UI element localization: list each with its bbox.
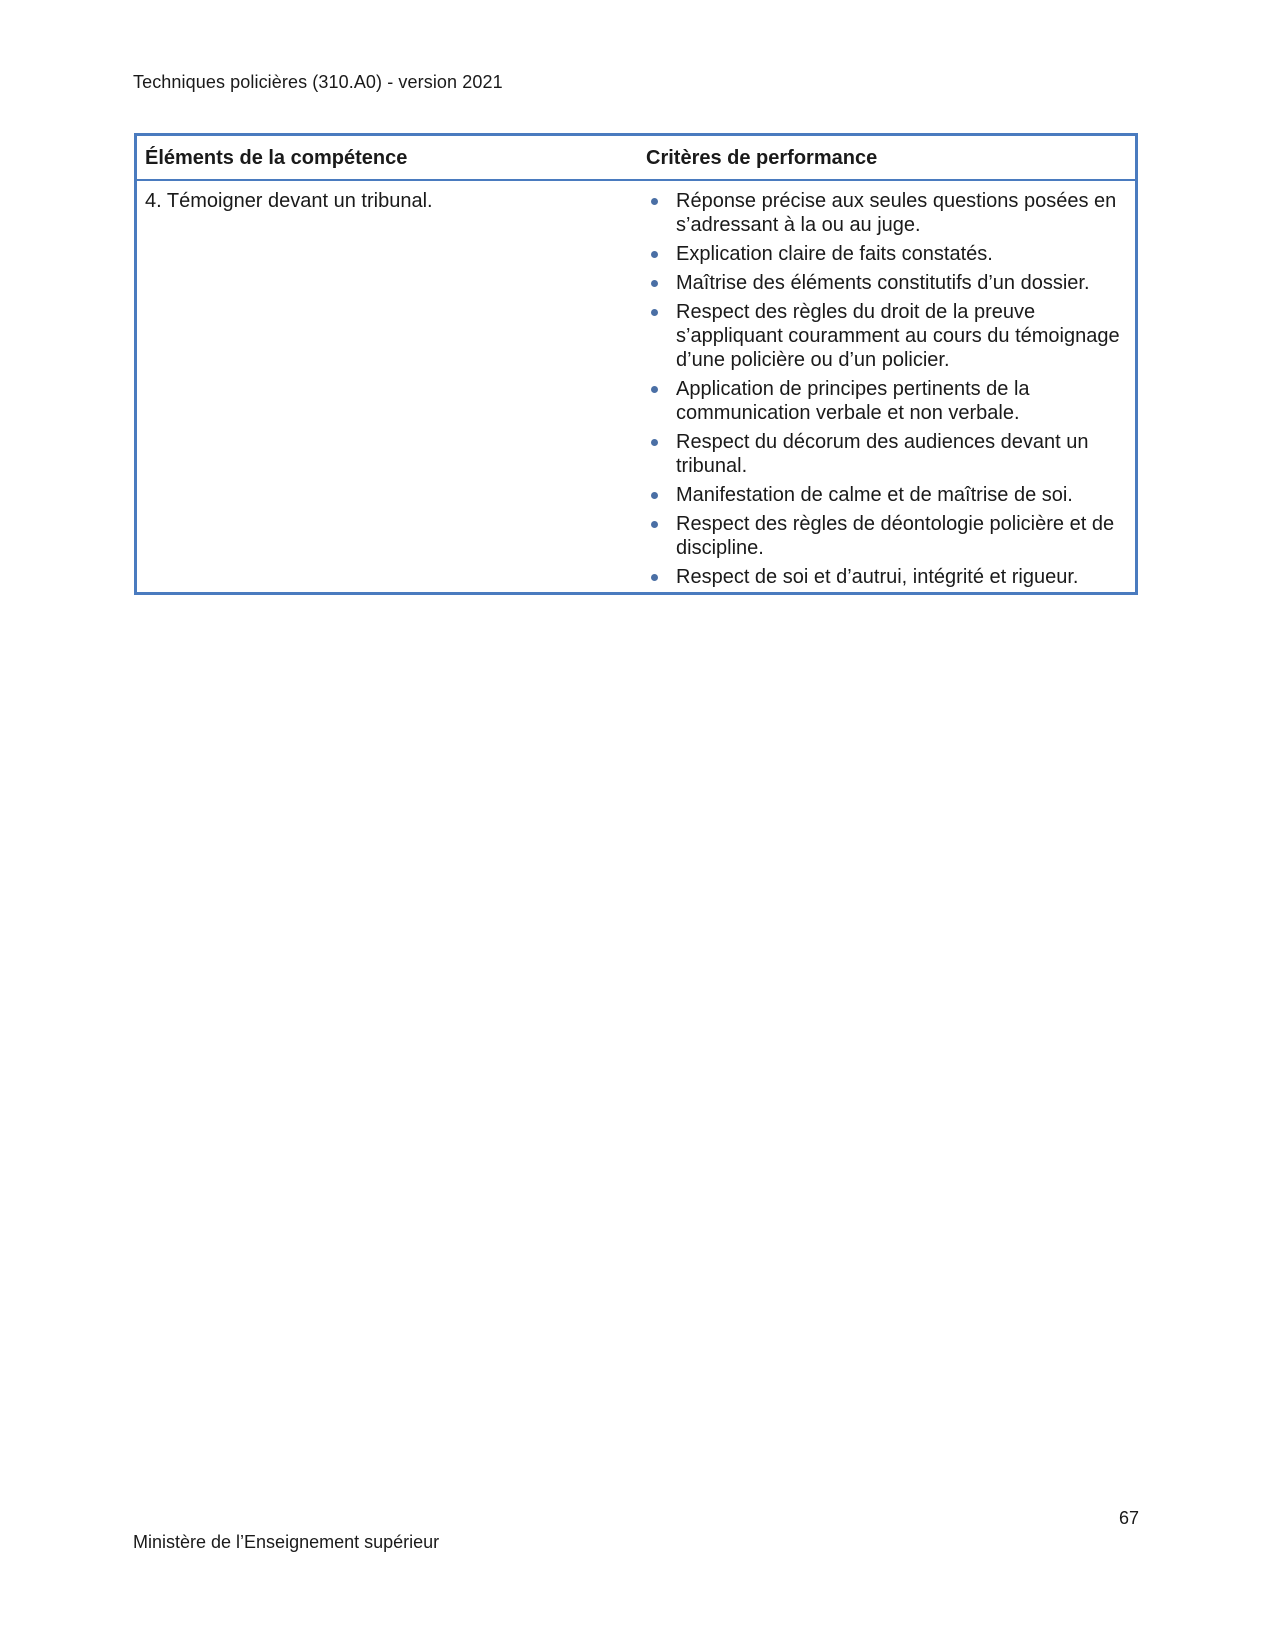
criteria-text: Respect des règles de déontologie policière et de discipline. <box>676 513 1115 559</box>
criteria-item <box>646 271 1127 295</box>
bullet-icon <box>651 251 658 258</box>
bullet-icon <box>651 386 658 393</box>
criteria-item <box>646 377 1127 425</box>
criteria-text: Explication claire de faits constatés. <box>676 243 993 265</box>
bullet-icon <box>651 309 658 316</box>
criteria-item <box>646 300 1127 372</box>
criteria-column-header: Critères de performance <box>638 135 1137 181</box>
bullet-icon <box>651 280 658 287</box>
criteria-cell <box>638 180 1137 594</box>
criteria-text: Application de principes pertinents de la communication verbale et non verbale. <box>676 378 1030 424</box>
element-text: 4. Témoigner devant un tribunal. <box>145 190 433 212</box>
table-row <box>136 180 1137 594</box>
criteria-text: Maîtrise des éléments constitutifs d’un dossier. <box>676 272 1090 294</box>
elements-column-header: Éléments de la compétence <box>136 135 639 181</box>
element-cell <box>136 180 639 594</box>
criteria-item <box>646 565 1127 589</box>
criteria-text: Respect du décorum des audiences devant un tribunal. <box>676 431 1089 477</box>
criteria-list <box>646 189 1127 589</box>
criteria-item <box>646 189 1127 237</box>
criteria-item <box>646 483 1127 507</box>
criteria-text: Respect des règles du droit de la preuve s’appliquant couramment au cours du témoignage d’une policière ou d’un policier. <box>676 301 1120 371</box>
criteria-item <box>646 430 1127 478</box>
bullet-icon <box>651 521 658 528</box>
document-header: Techniques policières (310.A0) - version 2021 <box>133 72 503 92</box>
table-header-row <box>136 135 1137 181</box>
bullet-icon <box>651 574 658 581</box>
criteria-text: Respect de soi et d’autrui, intégrité et rigueur. <box>676 566 1079 588</box>
bullet-icon <box>651 439 658 446</box>
competence-table <box>134 133 1138 595</box>
document-footer: Ministère de l’Enseignement supérieur <box>133 1532 440 1552</box>
bullet-icon <box>651 198 658 205</box>
criteria-item <box>646 242 1127 266</box>
criteria-item <box>646 512 1127 560</box>
criteria-text: Réponse précise aux seules questions posées en s’adressant à la ou au juge. <box>676 190 1117 236</box>
page-number: 67 <box>1118 1508 1139 1528</box>
bullet-icon <box>651 492 658 499</box>
criteria-text: Manifestation de calme et de maîtrise de soi. <box>676 484 1073 506</box>
